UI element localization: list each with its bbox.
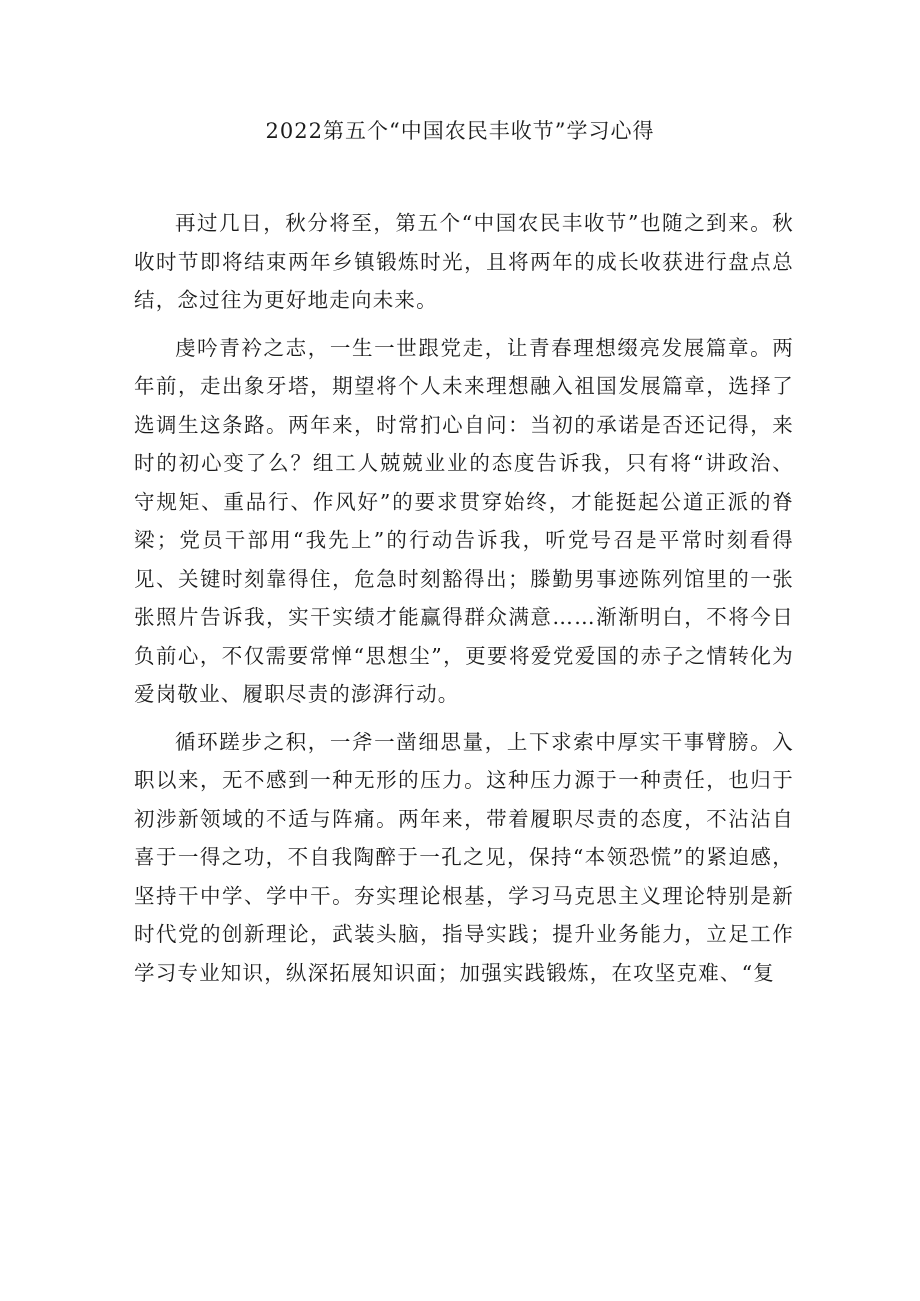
paragraph-1: 再过几日，秋分将至，第五个“中国农民丰收节”也随之到来。秋收时节即将结束两年乡镇锻炼时光，且将两年的成长收获进行盘点总结，念过往为更好地走向未来。 xyxy=(134,211,794,312)
paragraph-2: 虔吟青衿之志，一生一世跟党走，让青春理想缀亮发展篇章。两年前，走出象牙塔，期望将个人未来理想融入祖国发展篇章，选择了选调生这条路。两年来，时常扪心自问：当初的承诺是否还记得，来时的初心变了么？组工人兢兢业业的态度告诉我，只有将“讲政治、守规矩、重品行、作风好”的要求贯穿始终，才能挺起公道正派的脊梁；党员干部用“我先上”的行动告诉我，听党号召是平常时刻看得见、关键时刻靠得住，危急时刻豁得出；滕勤男事迹陈列馆里的一张张照片告诉我，实干实绩才能赢得群众满意……渐渐明白，不将今日负前心，不仅需要常惮“思想尘”，更要将爱党爱国的赤子之情转化为爱岗敬业、履职尽责的澎湃行动。 xyxy=(134,335,794,706)
document-body xyxy=(134,204,794,992)
paragraph-3: 循环蹉步之积，一斧一凿细思量，上下求索中厚实干事臂膀。入职以来，无不感到一种无形的压力。这种压力源于一种责任，也归于初涉新领域的不适与阵痛。两年来，带着履职尽责的态度，不沾沾自喜于一得之功，不自我陶醉于一孔之见，保持“本领恐慌”的紧迫感，坚持干中学、学中干。夯实理论根基，学习马克思主义理论特别是新时代党的创新理论，武装头脑，指导实践；提升业务能力，立足工作学习专业知识，纵深拓展知识面；加强实践锻炼，在攻坚克难、“复 xyxy=(134,729,794,985)
document-title: 2022第五个“中国农民丰收节”学习心得 xyxy=(265,119,655,143)
